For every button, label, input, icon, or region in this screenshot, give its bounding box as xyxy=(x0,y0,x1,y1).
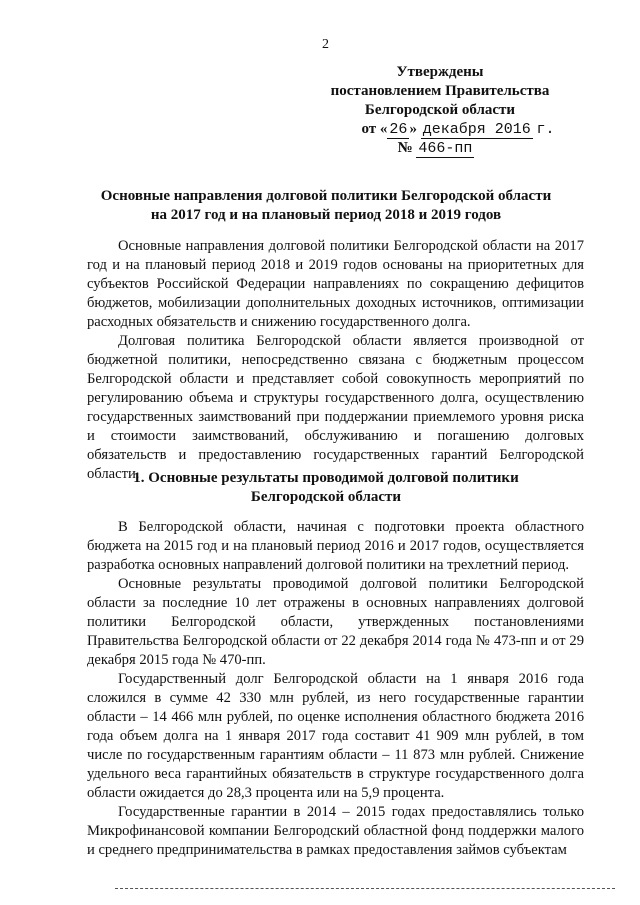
approval-line-resolution: постановлением Правительства xyxy=(330,83,550,99)
section-1-paragraph-4: Государственные гарантии в 2014 – 2015 годах предоставлялись только Микрофинансовой компании Белгородский областной фонд поддержки малого и среднего предпринимательства в рамках предоставления займов субъектам xyxy=(87,804,584,858)
approval-number-value: 466-пп xyxy=(418,140,473,157)
document-title-line-2: на 2017 год и на плановый период 2018 и 2019 годов xyxy=(150,207,502,223)
section-1-paragraph-3: Государственный долг Белгородской области на 1 января 2016 года сложился в сумме 42 330 млн рублей, из него государственные гарантии области – 14 466 млн рублей, по оценке исполнения областного бюджета 2016 года объем долга на 1 января 2017 года составит 41 909 млн рублей, в том числе по государственным гарантиям области – 11 873 млн рублей. Снижение удельного веса гарантийных обязательств в структуре государственного долга области ожидается до 28,3 процента или на 5,9 процента. xyxy=(87,671,584,801)
approval-line-approved: Утверждены xyxy=(396,64,484,80)
document-title xyxy=(70,187,582,225)
intro-section xyxy=(87,237,584,484)
page-number: 2 xyxy=(322,37,329,52)
footer-divider xyxy=(115,888,615,889)
approval-date-close-quote: » xyxy=(409,121,417,137)
section-1-heading-line-1: 1. Основные результаты проводимой долговой политики xyxy=(133,470,519,486)
section-1-heading xyxy=(70,469,582,507)
approval-number-line xyxy=(296,139,576,158)
intro-paragraph-1: Основные направления долговой политики Белгородской области на 2017 год и на плановый период 2018 и 2019 годов основаны на приоритетных для субъектов Российской Федерации направлениях по сокращению дефицитов бюджетов, мобилизации дополнительных доходных источников, оптимизации расходных обязательств и снижению государственного долга. xyxy=(87,238,584,330)
approval-stamp xyxy=(300,63,580,158)
section-1-body xyxy=(87,518,584,860)
approval-date-month-year: декабря 2016 xyxy=(422,121,531,138)
approval-date-prefix: от « xyxy=(361,121,388,137)
section-1-heading-line-2: Белгородской области xyxy=(250,489,402,505)
approval-date-suffix: г. xyxy=(536,121,555,138)
document-title-line-1: Основные направления долговой политики Белгородской области xyxy=(100,188,552,204)
intro-paragraph-2: Долговая политика Белгородской области является производной от бюджетной политики, непосредственно связана с бюджетным процессом Белгородской области и представляет собой совокупность мероприятий по регулированию объема и структуры государственного долга, осуществлению государственных заимствований при поддержании приемлемого уровня риска и стоимости заимствований, обслуживанию и погашению долговых обязательств и предоставлению государственных гарантий Белгородской области. xyxy=(87,333,584,482)
approval-date-line xyxy=(318,120,598,139)
section-1-paragraph-2: Основные результаты проводимой долговой политики Белгородской области за последние 10 лет отражены в основных направлениях долговой политики Белгородской области, утвержденных постановлениями Правительства Белгородской области от 22 декабря 2014 года № 473-пп и от 29 декабря 2015 года № 470-пп. xyxy=(87,576,584,668)
approval-date-day: 26 xyxy=(389,121,408,138)
section-1-paragraph-1: В Белгородской области, начиная с подготовки проекта областного бюджета на 2015 год и на плановый период 2016 и 2017 годов, осуществляется разработка основных направлений долговой политики на трехлетний период. xyxy=(87,519,584,573)
approval-line-region: Белгородской области xyxy=(364,102,516,118)
approval-number-sign: № xyxy=(397,140,413,156)
